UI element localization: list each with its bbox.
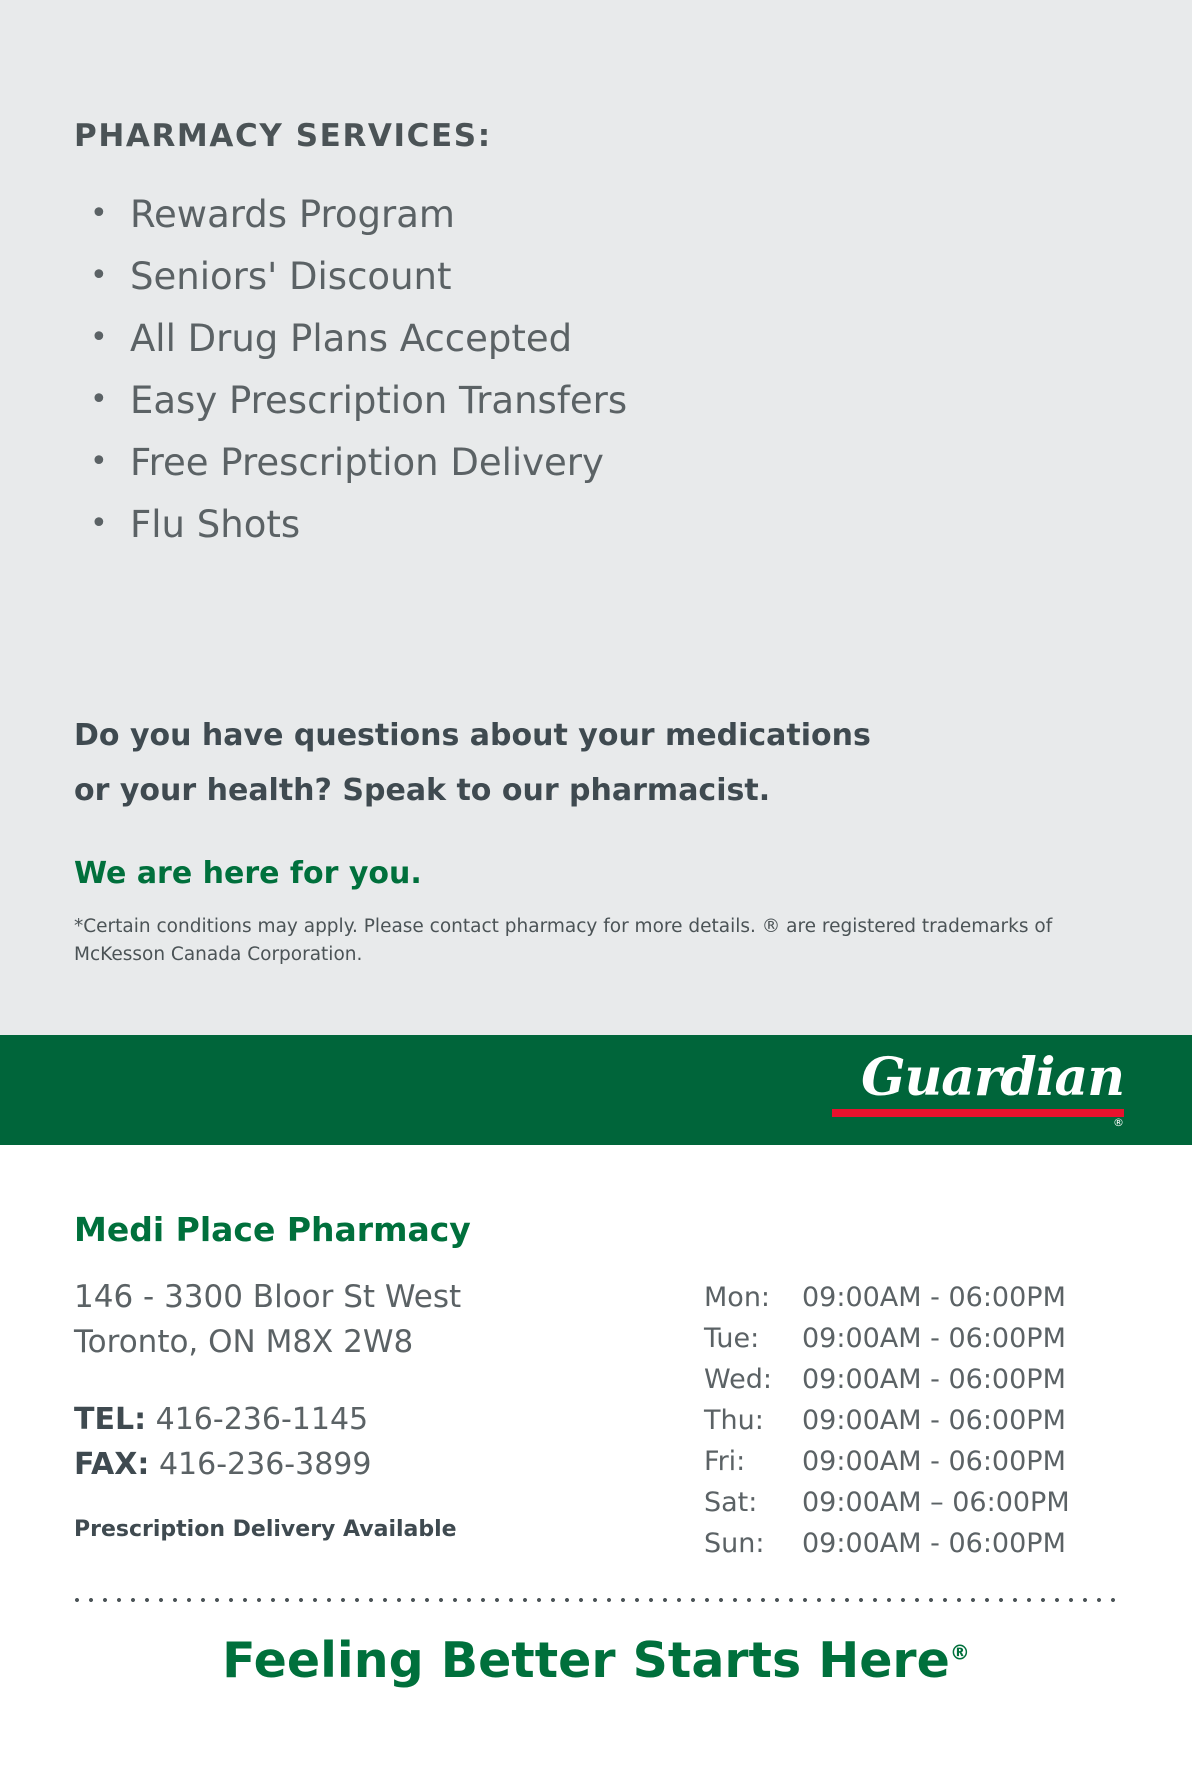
hours-day: Sun: [704, 1528, 765, 1559]
guardian-wordmark: Guardian [861, 1047, 1124, 1108]
table-row [704, 1400, 1070, 1441]
registered-mark-icon: ® [949, 1640, 970, 1665]
table-row [704, 1441, 1070, 1482]
disclaimer-line1: *Certain conditions may apply. Please contact pharmacy for more details. ® are registered trademarks of [74, 916, 1053, 937]
pharmacist-question-line1: Do you have questions about your medications [74, 718, 871, 753]
hours-day: Thu: [704, 1405, 764, 1436]
hours-time: 09:00AM - 06:00PM [802, 1364, 1066, 1395]
telephone-value: 416-236-1145 [155, 1402, 369, 1437]
hours-day: Tue: [704, 1323, 760, 1354]
list-item: • Seniors' Discount [74, 246, 1192, 308]
tagline-text: Feeling Better Starts Here [222, 1632, 950, 1689]
hours-time: 09:00AM - 06:00PM [802, 1282, 1066, 1313]
hours-time: 09:00AM - 06:00PM [802, 1528, 1066, 1559]
store-info-columns [74, 1275, 1124, 1564]
hours-time: 09:00AM - 06:00PM [802, 1405, 1066, 1436]
table-row [704, 1318, 1070, 1359]
table-row [704, 1523, 1070, 1564]
table-row [704, 1359, 1070, 1400]
store-hours-table [704, 1275, 1070, 1564]
hours-day: Mon: [704, 1282, 771, 1313]
telephone-label: TEL: [74, 1402, 147, 1437]
services-list [74, 184, 1192, 556]
table-row [704, 1277, 1070, 1318]
list-item: • All Drug Plans Accepted [74, 308, 1192, 370]
list-item: • Rewards Program [74, 184, 1192, 246]
guardian-logo [832, 1049, 1124, 1129]
pharmacist-question-line2: or your health? Speak to our pharmacist. [74, 773, 771, 808]
fax-line [74, 1442, 694, 1487]
guardian-underline-rule [832, 1109, 1124, 1117]
address-line-1: 146 - 3300 Bloor St West [74, 1279, 462, 1315]
pharmacist-question [74, 708, 1034, 818]
list-item: • Flu Shots [74, 494, 1192, 556]
store-info-block [74, 1210, 1124, 1564]
hours-day: Sat: [704, 1487, 758, 1518]
page-title: PHARMACY SERVICES: [74, 118, 492, 154]
store-name: Medi Place Pharmacy [74, 1210, 471, 1249]
address-line-2: Toronto, ON M8X 2W8 [74, 1324, 414, 1360]
store-contact-column [74, 1275, 694, 1542]
table-row [704, 1482, 1070, 1523]
dotted-divider [70, 1597, 1122, 1603]
here-for-you-text: We are here for you. [74, 856, 422, 891]
list-item: • Easy Prescription Transfers [74, 370, 1192, 432]
delivery-note: Prescription Delivery Available [74, 1517, 457, 1542]
hours-time: 09:00AM – 06:00PM [802, 1487, 1070, 1518]
phone-block [74, 1397, 694, 1487]
fax-label: FAX: [74, 1447, 150, 1482]
disclaimer-line2: McKesson Canada Corporation. [74, 944, 363, 965]
hours-time: 09:00AM - 06:00PM [802, 1446, 1066, 1477]
list-item: • Free Prescription Delivery [74, 432, 1192, 494]
disclaimer [74, 913, 1074, 969]
tagline [0, 1632, 1192, 1689]
brand-bar [0, 1035, 1192, 1145]
hours-day: Wed: [704, 1364, 772, 1395]
hours-day: Fri: [704, 1446, 746, 1477]
registered-mark-icon: ® [1113, 1116, 1124, 1129]
hours-time: 09:00AM - 06:00PM [802, 1323, 1066, 1354]
telephone-line [74, 1397, 694, 1442]
fax-value: 416-236-3899 [158, 1447, 372, 1482]
